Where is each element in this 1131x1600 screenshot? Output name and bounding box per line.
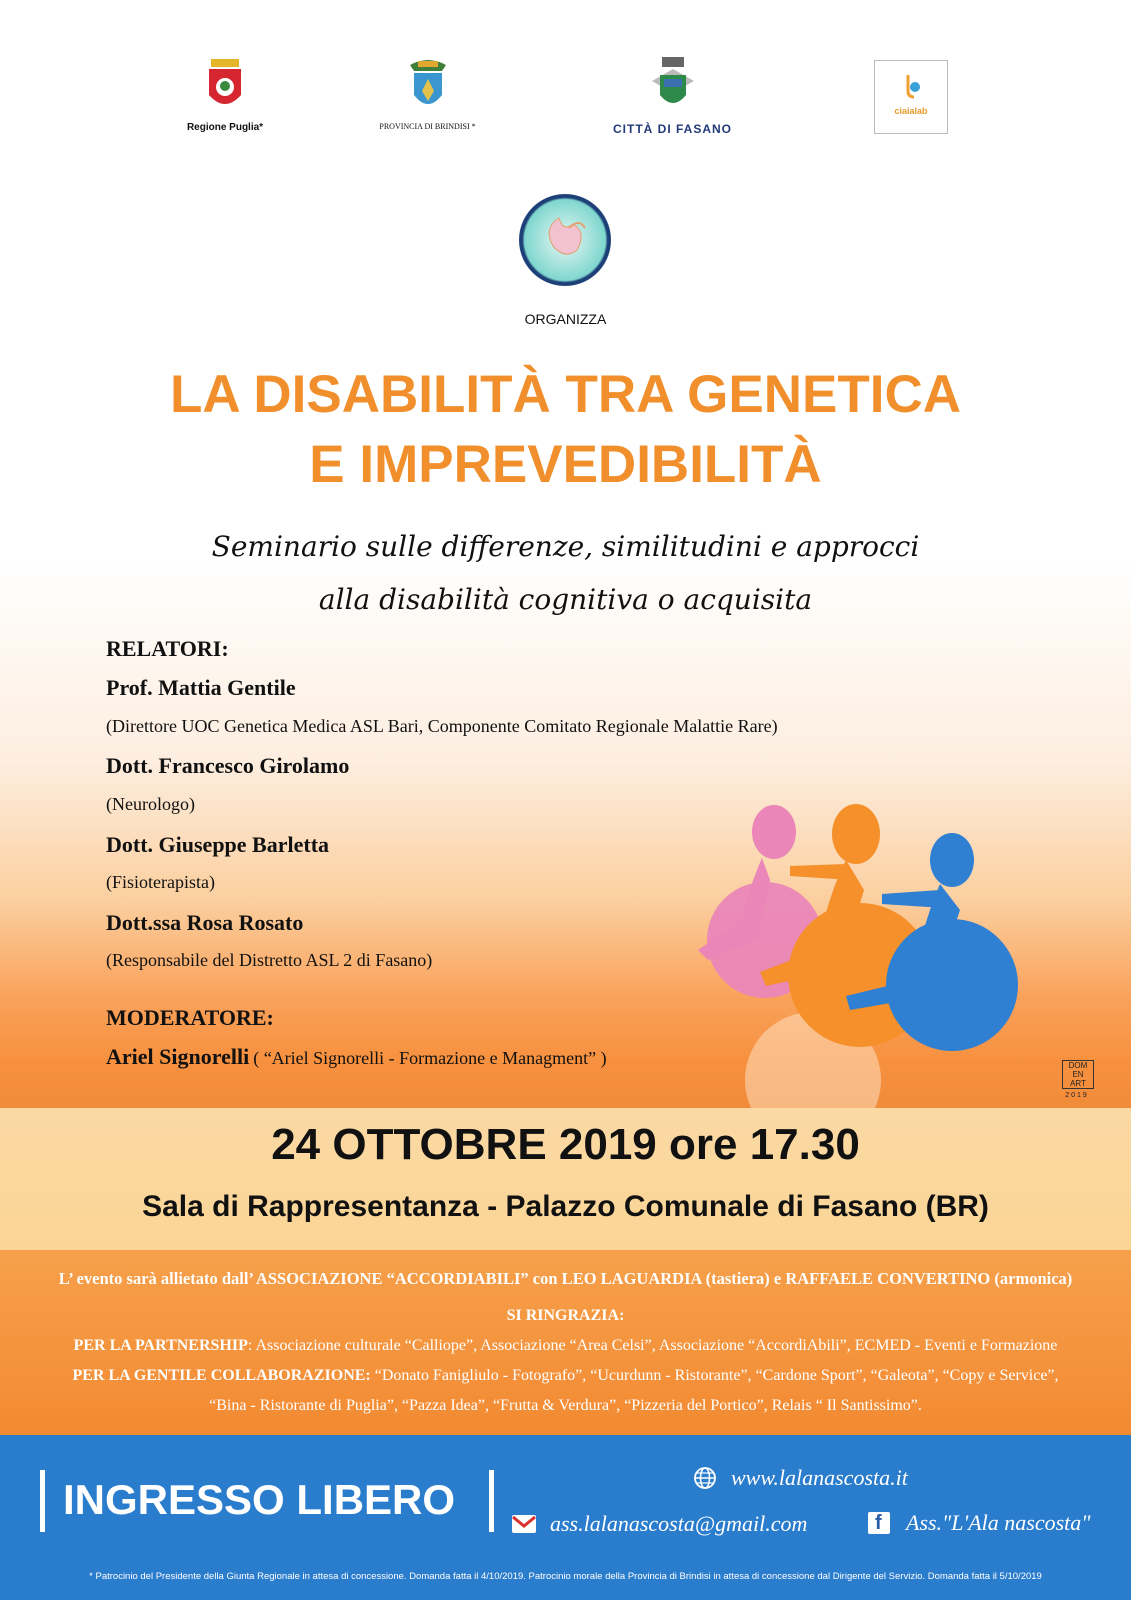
domenart-signature	[1062, 1060, 1094, 1089]
globe-icon	[693, 1466, 717, 1490]
provincia-brindisi-caption: PROVINCIA DI BRINDISI *	[379, 122, 476, 131]
ringrazia-heading: SI RINGRAZIA:	[506, 1307, 625, 1324]
partnership-line	[0, 1337, 1131, 1355]
signature-line: EN	[1072, 1070, 1084, 1079]
provincia-brindisi-logo	[375, 55, 480, 131]
speaker-role: (Fisioterapista)	[106, 872, 215, 892]
ciaialab-caption: ciaialab	[894, 106, 928, 116]
speaker-role: (Responsabile del Distretto ASL 2 di Fasano)	[106, 950, 433, 970]
moderatore-heading: MODERATORE:	[106, 1005, 274, 1030]
speaker-name: Dott.ssa Rosa Rosato	[106, 910, 304, 935]
speaker-role: (Neurologo)	[106, 794, 195, 814]
collaboration-line	[0, 1367, 1131, 1385]
collaboration-text: “Donato Fanigliulo - Fotografo”, “Ucurdunn - Ristorante”, “Cardone Sport”, “Galeota”, “Copy e Service”,	[374, 1367, 1059, 1384]
partnership-label: PER LA PARTNERSHIP	[73, 1337, 248, 1354]
event-title-line-1: LA DISABILITÀ TRA GENETICA	[169, 365, 962, 424]
regione-puglia-caption: Regione Puglia*	[186, 122, 264, 133]
event-subtitle-line-1: Seminario sulle differenze, similitudini e approcci	[211, 530, 920, 563]
moderatore-line	[106, 1044, 607, 1070]
patronage-footnote: * Patrocinio del Presidente della Giunta Regionale in attesa di concessione. Domanda fatta il 4/10/2019. Patrocinio morale della Provincia di Brindisi in attesa di concessione dal Dirigente del Servizio. Domanda fatta il 5/10/2019	[89, 1571, 1042, 1582]
organizza-label: ORGANIZZA	[524, 311, 607, 327]
event-date: 24 OTTOBRE 2019 ore 17.30	[271, 1120, 860, 1169]
speaker-name: Dott. Francesco Girolamo	[106, 753, 350, 778]
relatori-heading: RELATORI:	[106, 636, 229, 661]
speaker-name: Prof. Mattia Gentile	[106, 675, 296, 700]
signature-year: 2019	[1065, 1092, 1089, 1099]
event-title-line-2: E IMPREVEDIBILITÀ	[309, 435, 822, 494]
email-icon	[511, 1514, 537, 1534]
ingresso-libero-box	[40, 1470, 494, 1532]
collaboration-label: PER LA GENTILE COLLABORAZIONE:	[72, 1367, 375, 1384]
signature-line: DOM	[1068, 1061, 1088, 1070]
signature-line: ART	[1070, 1079, 1086, 1088]
email-link[interactable]: ass.lalanascosta@gmail.com	[550, 1511, 808, 1536]
provincia-brindisi-crest-icon	[404, 55, 452, 117]
ciaialab-logo	[874, 60, 948, 134]
citta-fasano-logo	[590, 55, 755, 136]
ala-nascosta-logo	[513, 188, 617, 292]
facebook-link[interactable]: Ass."L'Ala nascosta"	[906, 1510, 1091, 1535]
evento-note: L’ evento sarà allietato dall’ ASSOCIAZIONE “ACCORDIABILI” con LEO LAGUARDIA (tastiera) e RAFFAELE CONVERTINO (armonica)	[58, 1269, 1073, 1288]
citta-fasano-caption: CITTÀ DI FASANO	[613, 122, 732, 136]
sponsor-logos	[0, 55, 1131, 145]
ciaialab-mark-icon	[896, 71, 926, 101]
moderatore-note: ( “Ariel Signorelli - Formazione e Managment” )	[253, 1048, 607, 1068]
event-subtitle	[0, 520, 1131, 626]
facebook-icon: f	[868, 1512, 890, 1534]
event-venue: Sala di Rappresentanza - Palazzo Comunale di Fasano (BR)	[142, 1190, 989, 1223]
event-subtitle-line-2: alla disabilità cognitiva o acquisita	[318, 583, 813, 616]
regione-puglia-crest-icon	[205, 55, 245, 117]
website-link[interactable]: www.lalanascosta.it	[731, 1465, 908, 1490]
speaker-role: (Direttore UOC Genetica Medica ASL Bari, Componente Comitato Regionale Malattie Rare)	[106, 716, 778, 736]
citta-fasano-crest-icon	[648, 55, 698, 117]
credits-section	[0, 1250, 1131, 1435]
collaboration-text-2: “Bina - Ristorante di Puglia”, “Pazza Idea”, “Frutta & Verdura”, “Pizzeria del Portico”, Relais “ Il Santissimo”.	[209, 1397, 922, 1414]
partnership-text: : Associazione culturale “Calliope”, Associazione “Area Celsi”, Associazione “AccordiAbili”, ECMED - Eventi e Formazione	[247, 1337, 1058, 1354]
moderatore-name: Ariel Signorelli	[106, 1044, 250, 1069]
event-title	[0, 360, 1131, 500]
speaker-name: Dott. Giuseppe Barletta	[106, 832, 330, 857]
regione-puglia-logo	[180, 55, 270, 133]
wing-icon	[513, 188, 617, 292]
ingresso-libero-label: INGRESSO LIBERO	[63, 1476, 456, 1523]
wheelchair-figures-illustration	[650, 800, 1040, 1070]
